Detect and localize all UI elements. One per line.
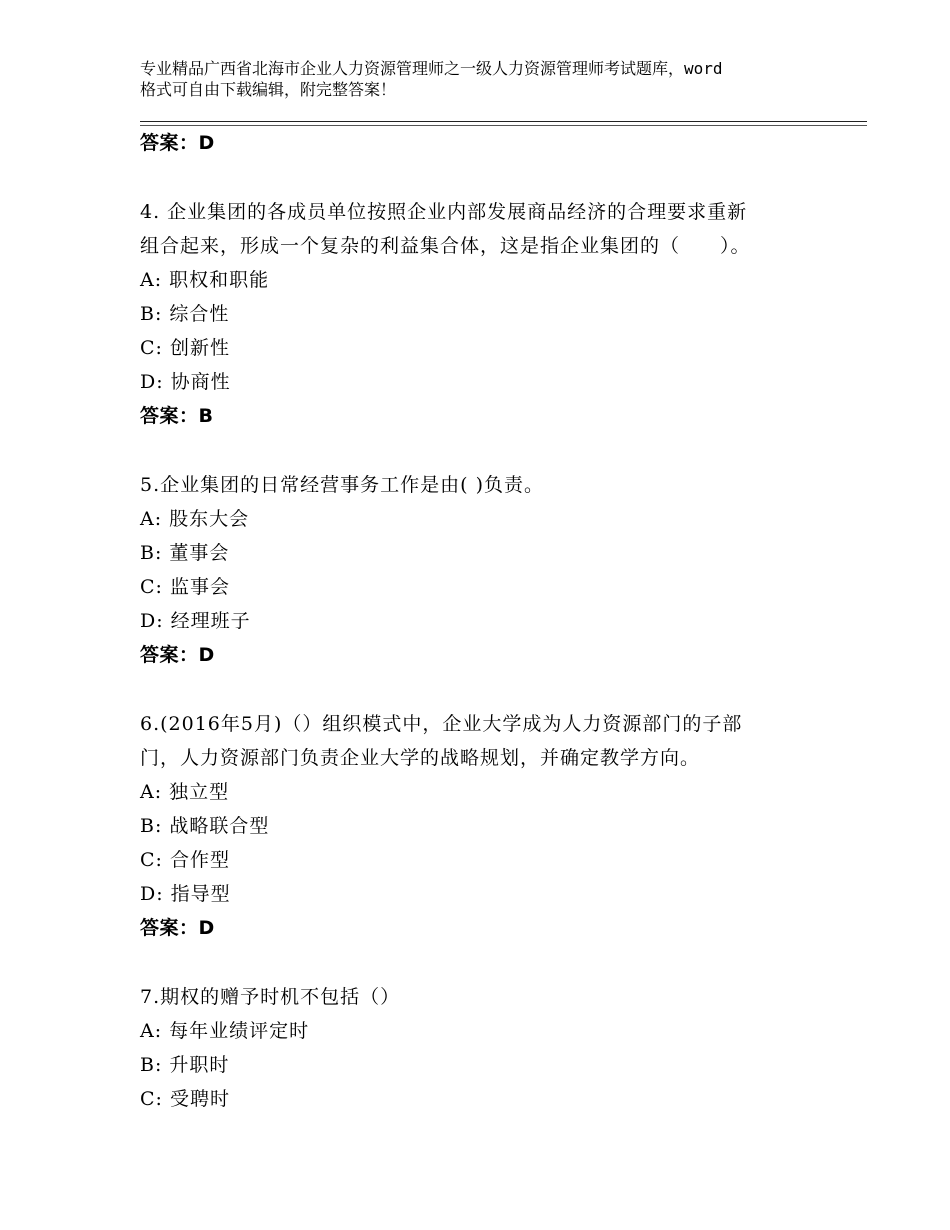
question-6-stem-line-1: 6.(2016年5月)（）组织模式中，企业大学成为人力资源部门的子部 bbox=[140, 713, 743, 735]
question-4-stem-line-2: 组合起来，形成一个复杂的利益集合体，这是指企业集团的（ ）。 bbox=[140, 235, 751, 257]
question-5-stem: 5.企业集团的日常经营事务工作是由( )负责。 bbox=[140, 474, 544, 496]
question-5-option-c: C: 监事会 bbox=[140, 576, 230, 598]
header-line-2: 格式可自由下载编辑，附完整答案！ bbox=[140, 80, 397, 99]
question-4-option-d: D: 协商性 bbox=[140, 371, 231, 393]
question-4-stem-line-1: 4. 企业集团的各成员单位按照企业内部发展商品经济的合理要求重新 bbox=[140, 201, 748, 223]
answer-prev: 答案：D bbox=[140, 132, 215, 154]
question-5-option-a: A: 股东大会 bbox=[140, 508, 250, 530]
question-6-option-b: B: 战略联合型 bbox=[140, 815, 270, 837]
question-4-option-b: B: 综合性 bbox=[140, 303, 230, 325]
question-6-stem-line-2: 门，人力资源部门负责企业大学的战略规划，并确定教学方向。 bbox=[140, 747, 701, 769]
question-7-option-c: C: 受聘时 bbox=[140, 1088, 230, 1110]
question-7-option-a: A: 每年业绩评定时 bbox=[140, 1020, 310, 1042]
document-header bbox=[140, 58, 830, 100]
question-6-option-d: D: 指导型 bbox=[140, 883, 231, 905]
question-4-answer: 答案：B bbox=[140, 405, 214, 427]
question-4-option-a: A: 职权和职能 bbox=[140, 269, 270, 291]
question-4-option-c: C: 创新性 bbox=[140, 337, 230, 359]
question-5-option-d: D: 经理班子 bbox=[140, 610, 251, 632]
question-5-answer: 答案：D bbox=[140, 644, 215, 666]
header-divider bbox=[140, 121, 867, 126]
question-6-answer: 答案：D bbox=[140, 917, 215, 939]
question-7-option-b: B: 升职时 bbox=[140, 1054, 230, 1076]
question-5-option-b: B: 董事会 bbox=[140, 542, 230, 564]
question-7-stem: 7.期权的赠予时机不包括（） bbox=[140, 986, 401, 1008]
question-6-option-a: A: 独立型 bbox=[140, 781, 230, 803]
question-6-option-c: C: 合作型 bbox=[140, 849, 230, 871]
header-line-1: 专业精品广西省北海市企业人力资源管理师之一级人力资源管理师考试题库，word bbox=[140, 59, 723, 78]
